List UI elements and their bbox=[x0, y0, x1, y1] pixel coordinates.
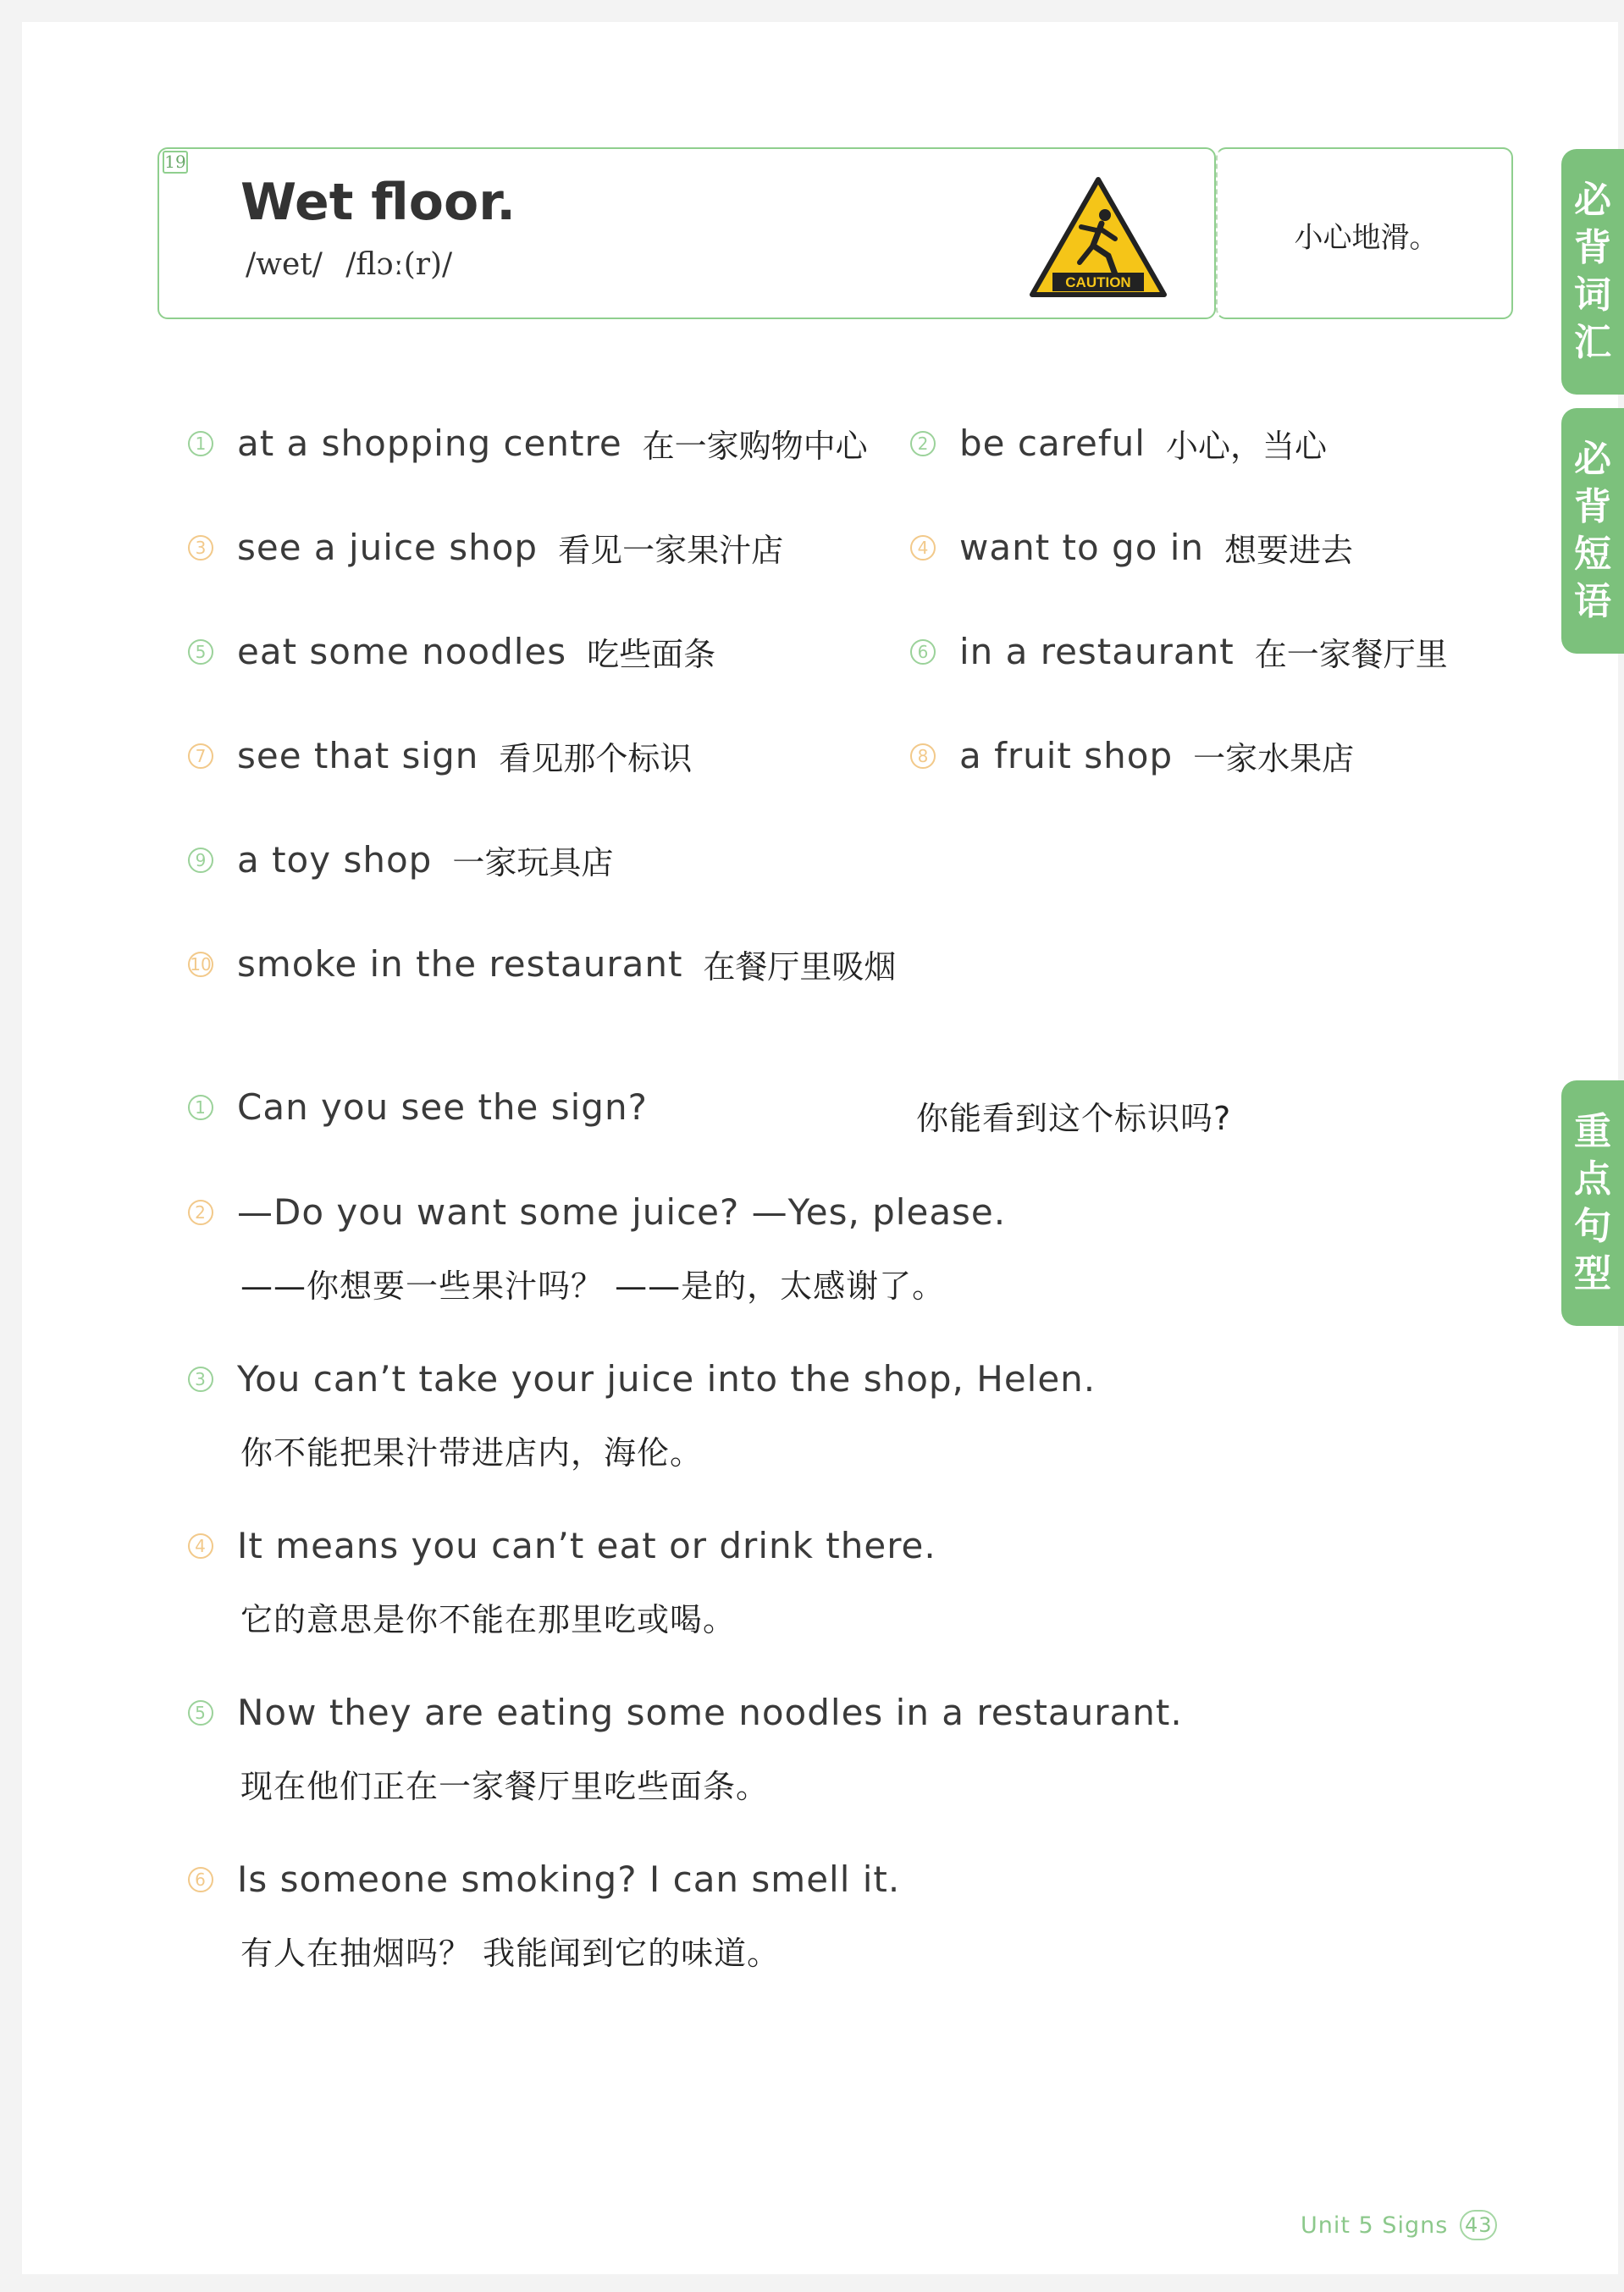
sentence-zh: 现在他们正在一家餐厅里吃些面条。 bbox=[240, 1768, 770, 1805]
sentence-item bbox=[188, 1086, 648, 1128]
sentence-number: 5 bbox=[188, 1700, 213, 1726]
phrase-number: 9 bbox=[188, 848, 213, 873]
sentence-zh: 有人在抽烟吗？ 我能闻到它的味道。 bbox=[240, 1935, 781, 1972]
word-card-meaning-panel bbox=[1216, 147, 1513, 319]
phrase-zh: 在一家购物中心 bbox=[642, 428, 868, 465]
sentence-zh: 你能看到这个标识吗? bbox=[916, 1100, 1232, 1137]
phrase-en: see a juice shop bbox=[237, 527, 539, 568]
sentence-en: Can you see the sign? bbox=[237, 1086, 648, 1128]
caution-sign-icon bbox=[1027, 174, 1169, 301]
sentence-item bbox=[188, 1358, 1096, 1400]
phrase-zh: 看见那个标识 bbox=[499, 740, 693, 777]
phrase-zh: 小心，当心 bbox=[1165, 428, 1327, 465]
card-number: 19 bbox=[163, 151, 188, 174]
phrase-zh: 一家玩具店 bbox=[452, 844, 614, 881]
phrase-item bbox=[188, 420, 868, 467]
sentence-number: 2 bbox=[188, 1200, 213, 1225]
phrase-item bbox=[188, 941, 896, 987]
sentence-item bbox=[188, 1191, 1006, 1233]
sign-caution-text: CAUTION bbox=[1065, 274, 1131, 290]
tab-vocabulary[interactable] bbox=[1561, 149, 1624, 395]
phrase-en: smoke in the restaurant bbox=[237, 943, 683, 985]
word-meaning: 小心地滑。 bbox=[1294, 221, 1439, 255]
phrase-en: be careful bbox=[959, 423, 1146, 464]
phonetic: /wet/ /flɔː(r)/ bbox=[246, 247, 453, 282]
tab-char: 背 bbox=[1574, 485, 1611, 528]
sentence-number: 1 bbox=[188, 1095, 213, 1120]
page-footer bbox=[1301, 2210, 1497, 2240]
unit-label: Unit 5 Signs bbox=[1301, 2212, 1449, 2239]
sentence-number: 4 bbox=[188, 1533, 213, 1559]
phrase-item bbox=[910, 732, 1354, 779]
tab-char: 语 bbox=[1574, 580, 1611, 623]
sentence-en: —Do you want some juice? —Yes, please. bbox=[237, 1191, 1007, 1233]
sentence-item bbox=[188, 1692, 1183, 1733]
phrase-en: in a restaurant bbox=[959, 631, 1235, 672]
phrase-number: 10 bbox=[188, 952, 213, 977]
tab-char: 点 bbox=[1574, 1157, 1611, 1201]
tab-char: 必 bbox=[1574, 438, 1611, 481]
sentence-zh: 你不能把果汁带进店内，海伦。 bbox=[240, 1434, 704, 1472]
sentence-item bbox=[188, 1525, 936, 1566]
sentence-en: You can’t take your juice into the shop, Helen. bbox=[237, 1358, 1096, 1400]
word-title: Wet floor. bbox=[240, 173, 516, 232]
phrase-zh: 在一家餐厅里 bbox=[1254, 636, 1448, 673]
tab-char: 重 bbox=[1574, 1110, 1611, 1153]
phrase-item bbox=[188, 732, 692, 779]
phrase-zh: 一家水果店 bbox=[1193, 740, 1355, 777]
phrase-en: at a shopping centre bbox=[237, 423, 622, 464]
phrase-en: eat some noodles bbox=[237, 631, 567, 672]
sentence-en: Is someone smoking? I can smell it. bbox=[237, 1858, 901, 1900]
phrase-number: 6 bbox=[910, 639, 936, 665]
sentence-number: 6 bbox=[188, 1867, 213, 1892]
phrase-number: 3 bbox=[188, 535, 213, 561]
phrase-zh: 看见一家果汁店 bbox=[558, 532, 784, 569]
tab-key-sentences[interactable] bbox=[1561, 1080, 1624, 1326]
phrase-number: 4 bbox=[910, 535, 936, 561]
phrase-number: 2 bbox=[910, 431, 936, 456]
phrase-zh: 在餐厅里吸烟 bbox=[703, 948, 897, 986]
phrase-item bbox=[188, 524, 783, 571]
page-number: 43 bbox=[1460, 2210, 1497, 2240]
phrase-item bbox=[188, 837, 613, 883]
phrase-zh: 想要进去 bbox=[1224, 532, 1354, 569]
tab-char: 词 bbox=[1574, 273, 1611, 317]
phrase-zh: 吃些面条 bbox=[587, 636, 716, 673]
phrase-number: 1 bbox=[188, 431, 213, 456]
tab-phrases[interactable] bbox=[1561, 408, 1624, 654]
tab-char: 必 bbox=[1574, 179, 1611, 222]
tab-char: 型 bbox=[1574, 1252, 1611, 1295]
sentence-item bbox=[188, 1858, 900, 1900]
phrase-en: a toy shop bbox=[237, 839, 433, 881]
phrase-en: a fruit shop bbox=[959, 735, 1174, 776]
sentence-zh: 它的意思是你不能在那里吃或喝。 bbox=[240, 1601, 737, 1638]
sentence-zh: ——你想要一些果汁吗？ ——是的，太感谢了。 bbox=[240, 1268, 946, 1305]
word-card-main bbox=[157, 147, 1216, 319]
phrase-number: 7 bbox=[188, 743, 213, 769]
phrase-en: see that sign bbox=[237, 735, 479, 776]
phrase-item bbox=[910, 420, 1327, 467]
phrase-item bbox=[910, 524, 1353, 571]
word-card bbox=[157, 147, 1513, 321]
phrase-number: 8 bbox=[910, 743, 936, 769]
tab-char: 背 bbox=[1574, 226, 1611, 269]
sentence-en: Now they are eating some noodles in a restaurant. bbox=[237, 1692, 1183, 1733]
phrase-item bbox=[188, 628, 715, 675]
tab-char: 句 bbox=[1574, 1205, 1611, 1248]
sentence-en: It means you can’t eat or drink there. bbox=[237, 1525, 936, 1566]
phrase-item bbox=[910, 628, 1448, 675]
phrase-en: want to go in bbox=[959, 527, 1205, 568]
phrase-number: 5 bbox=[188, 639, 213, 665]
tab-char: 汇 bbox=[1574, 321, 1611, 364]
tab-char: 短 bbox=[1574, 533, 1611, 576]
sentence-number: 3 bbox=[188, 1367, 213, 1392]
